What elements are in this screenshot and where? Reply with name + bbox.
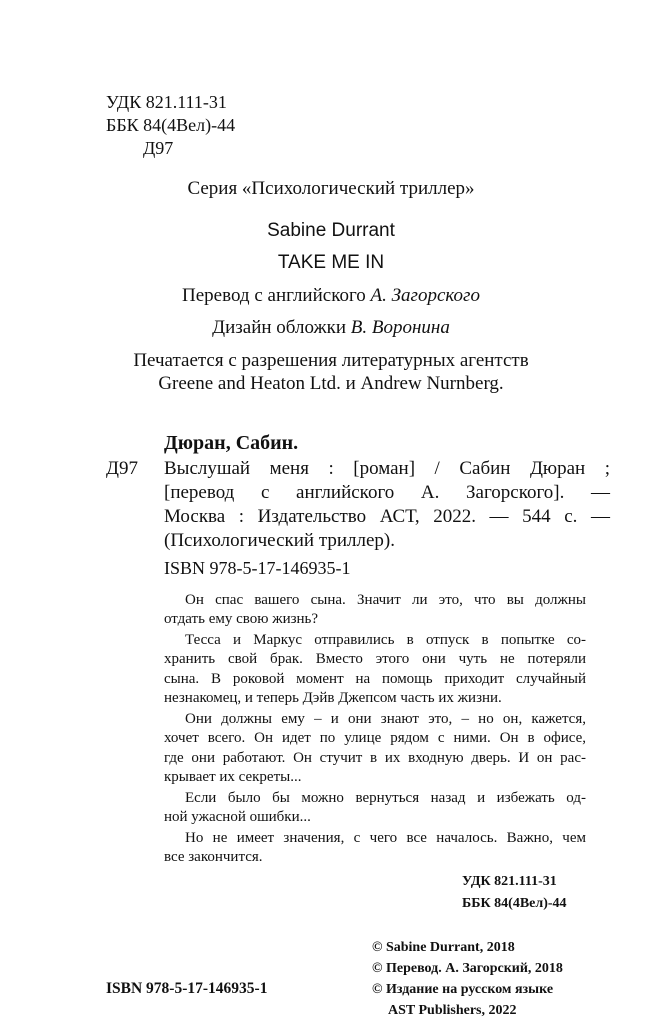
annotation-line-12: ной ужасной ошибки... [164, 809, 311, 825]
copyright-line-4: AST Publishers, 2022 [388, 1003, 517, 1018]
annotation-line-3: Тесса и Маркус отправились в отпуск в попытке со- [185, 632, 586, 648]
copyright-line-2: © Перевод. А. Загорский, 2018 [372, 961, 563, 976]
series-line: Серия «Психологический триллер» [187, 178, 475, 199]
cover-designer-name: В. Воронина [350, 317, 450, 338]
catalog-line-2: [перевод с английского А. Загорского]. — [164, 482, 610, 503]
annotation-line-8: хочет всего. Он идет по улице рядом с ними. Он в офисе, [164, 730, 586, 746]
author-code-top: Д97 [143, 138, 174, 158]
translator-name: А. Загорского [370, 285, 480, 306]
permission-line-1: Печатается с разрешения литературных агентств [133, 350, 529, 371]
bbk-code-bottom: ББК 84(4Вел)-44 [462, 896, 567, 911]
annotation-line-9: где они работают. Он стучит в их входную дверь. И он рас- [164, 750, 586, 766]
translation-credit [0, 285, 662, 307]
catalog-author-code: Д97 [106, 458, 138, 479]
translation-prefix: Перевод с английского [182, 285, 366, 306]
udk-code-top: УДК 821.111-31 [106, 92, 227, 112]
annotation-line-6: незнакомец, и теперь Дэйв Джепсом часть их жизни. [164, 690, 502, 706]
cover-design-credit [0, 317, 662, 339]
annotation-line-7: Они должны ему – и они знают это, – но он, кажется, [185, 711, 586, 727]
udk-code-bottom: УДК 821.111-31 [462, 874, 557, 889]
copyright-line-3: © Издание на русском языке [372, 982, 554, 997]
annotation-line-2: отдать ему свою жизнь? [164, 611, 319, 627]
catalog-author-heading: Дюран, Сабин. [164, 432, 299, 454]
annotation-line-1: Он спас вашего сына. Значит ли это, что вы должны [185, 592, 586, 608]
annotation-line-11: Если было бы можно вернуться назад и избежать од- [185, 790, 586, 806]
catalog-line-3: Москва : Издательство АСТ, 2022. — 544 с. — [164, 506, 610, 527]
bbk-code-top: ББК 84(4Вел)-44 [106, 115, 236, 135]
annotation-line-10: крывает их секреты... [164, 769, 302, 785]
annotation-line-4: хранить свой брак. Вместо этого они чуть не потеряли [164, 651, 586, 667]
original-title: TAKE ME IN [277, 252, 385, 273]
catalog-line-1: Выслушай меня : [роман] / Сабин Дюран ; [164, 458, 610, 479]
catalog-line-4: (Психологический триллер). [164, 530, 396, 551]
annotation-line-14: все закончится. [164, 849, 263, 865]
annotation-line-13: Но не имеет значения, с чего все началось. Важно, чем [185, 830, 586, 846]
cover-design-prefix: Дизайн обложки [212, 317, 347, 338]
annotation-line-5: сына. В роковой момент на помощь приходит случайный [164, 671, 586, 687]
permission-line-2: Greene and Heaton Ltd. и Andrew Nurnberg. [158, 373, 504, 394]
isbn-bottom: ISBN 978-5-17-146935-1 [106, 980, 268, 997]
copyright-line-1: © Sabine Durrant, 2018 [372, 940, 515, 955]
original-author: Sabine Durrant [267, 220, 395, 241]
catalog-isbn: ISBN 978-5-17-146935-1 [164, 558, 351, 578]
